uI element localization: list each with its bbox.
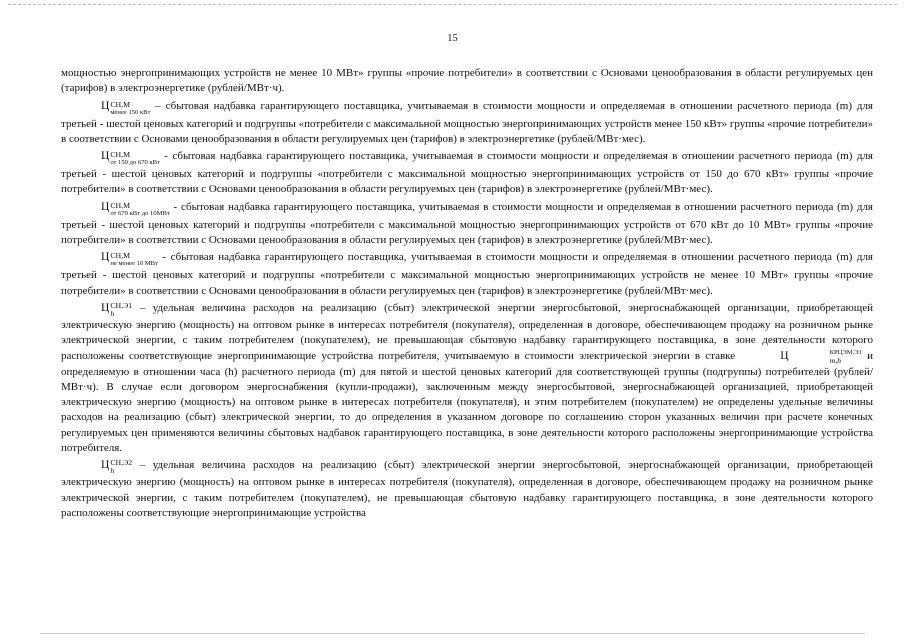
paragraph-text: - сбытовая надбавка гарантирующего поставщика, учитываемая в стоимости мощности и определяемая в отношении расчетного периода (m) для третьей - шестой ценовых категорий и подгруппы «потребители с максимальной мощностью энергопринимающих устройств от 150 до 670 кВт» группы «прочие потребители» в соответствии с Основами ценообразования в области регулируемых цен (тарифов) в электроэнергетике (рублей/МВт·мес). <box>61 150 873 196</box>
formula-base: Ц <box>101 150 110 163</box>
definition-paragraph-150-670kw <box>61 149 873 198</box>
paragraph-text: – удельная величина расходов на реализацию (сбыт) электрической энергии энергосбытовой, энергоснабжающей организации, приобретающей электрическую энергию (мощность) на оптовом рынке в интересах потребителя (покупателя), определенная в договоре, обеспечивающем продажу на розничном рынке электрической энергии, с таким потребителем (покупателем), не превышающая сбытовую надбавку гарантирующего поставщика, в зоне деятельности которого расположены соответствующие энергопринимающие устройства <box>61 459 873 519</box>
definition-paragraph-670kw-10mw <box>61 200 873 249</box>
formula-symbol <box>101 149 160 167</box>
document-body <box>61 66 873 521</box>
formula-symbol <box>101 250 158 268</box>
page-number: 15 <box>447 33 458 44</box>
paragraph-text-continued: и определяемую в отношении часа (h) расчетного периода (m) для пятой и шестой ценовых категорий для соответствующей группы (подгруппы) потребителей (рублей/МВт·ч). В случае если договором энергоснабжения (купли-продажи), заключенным между энергосбытовой, энергоснабжающей организацией, приобретающей электрическую энергию (мощность) на оптовом рынке в интересах потребителя (покупателя), и этим потребителем (покупателем) не определены удельные величины расходов на реализацию (сбыт) электрической энергии, то до определения в указанном договоре по соглашению сторон указанных величин при расчете конечных регулируемых цен применяются величины сбытовых надбавок гарантирующего поставщика, в зоне деятельности которого расположены энергопринимающие устройства потребителя. <box>61 349 873 455</box>
formula-superscript: СН,Э2 <box>110 458 133 468</box>
formula-base: Ц <box>101 200 110 213</box>
paragraph-text: - сбытовая надбавка гарантирующего поставщика, учитываемая в стоимости мощности и определяемая в отношении расчетного периода (m) для третьей - шестой ценовых категорий и подгруппы «потребители с максимальной мощностью энергопринимающих устройств от 670 кВт до 10 МВт» группы «прочие потребители» в соответствии с Основами ценообразования в области регулируемых цен (тарифов) в электроэнергетике (рублей/МВт·мес). <box>61 200 873 247</box>
scan-bottom-edge <box>40 633 865 634</box>
formula-symbol <box>101 99 150 117</box>
formula-subscript: от 670 кВт до 10МВт <box>110 209 170 217</box>
formula-subscript: менее 150 кВт <box>110 108 151 116</box>
formula-subscript: h <box>110 466 115 476</box>
definition-paragraph-e1 <box>61 301 873 456</box>
formula-symbol <box>101 301 132 318</box>
formula-superscript: СН,М <box>110 200 131 210</box>
formula-base: Ц <box>101 99 110 112</box>
formula-subscript: h <box>110 308 115 318</box>
formula-superscript: СН,М <box>110 99 131 109</box>
definition-paragraph-not-less-10mw <box>61 250 873 299</box>
paragraph-continuation <box>61 66 873 97</box>
formula-subscript: m,h <box>829 355 842 365</box>
formula-superscript: СН,Э1 <box>110 300 133 310</box>
formula-base: Ц <box>101 459 110 472</box>
paragraph-text: – удельная величина расходов на реализацию (сбыт) электрической энергии энергосбытовой, энергоснабжающей организации, приобретающей электрическую энергию (мощность) на оптовом рынке в интересах потребителя (покупателя), определенная в договоре, обеспечивающем продажу на розничном рынке электрической энергии, с таким потребителем (покупателем), не превышающая сбытовую надбавку гарантирующего поставщика, в зоне деятельности которого расположены соответствующие энергопринимающие устройства потребителя, учитываемую в стоимости электрической энергии в ставке <box>61 301 873 362</box>
definition-paragraph-e2 <box>61 458 873 521</box>
formula-symbol <box>101 458 132 475</box>
formula-superscript: КРЦЭМ,Э1 <box>829 348 862 356</box>
formula-superscript: СН,М <box>110 150 131 160</box>
paragraph-text: - сбытовая надбавка гарантирующего поставщика, учитываемая в стоимости мощности и определяемая в отношении расчетного периода (m) для третьей - шестой ценовых категорий и подгруппы «потребители с максимальной мощностью энергопринимающих устройств не менее 10 МВт» группы «прочие потребители» в соответствии с Основами ценообразования в области регулируемых цен (тарифов) в электроэнергетике (рублей/МВт·мес). <box>61 251 873 297</box>
formula-base: Ц <box>101 301 110 314</box>
formula-base: Ц <box>780 349 789 362</box>
formula-symbol <box>101 200 170 218</box>
paragraph-text: – сбытовая надбавка гарантирующего поставщика, учитываемая в стоимости мощности и определяемая в отношении расчетного периода (m) для третьей - шестой ценовых категорий и подгруппы «потребители с максимальной мощностью энергопринимающих устройств менее 150 кВт» группы «прочие потребители» в соответствии с Основами ценообразования в области регулируемых цен (тарифов) в электроэнергетике (рублей/МВт·мес). <box>61 99 873 145</box>
formula-base: Ц <box>101 251 110 264</box>
formula-superscript: СН,М <box>110 251 131 261</box>
inline-formula-symbol <box>740 349 862 365</box>
definition-paragraph-less-150kw <box>61 99 873 148</box>
scan-top-edge <box>8 4 897 5</box>
formula-subscript: не менее 10 МВт <box>110 260 158 268</box>
paragraph-text: мощностью энергопринимающих устройств не менее 10 МВт» группы «прочие потребители» в соответствии с Основами ценообразования в области регулируемых цен (тарифов) в электроэнергетике (рублей/МВт·ч). <box>61 67 873 95</box>
formula-subscript: от 150 до 670 кВт <box>110 159 160 167</box>
